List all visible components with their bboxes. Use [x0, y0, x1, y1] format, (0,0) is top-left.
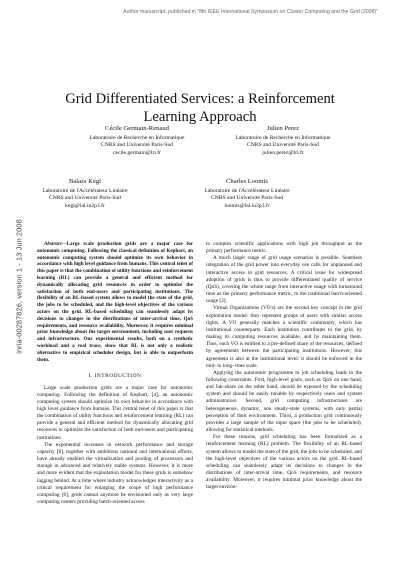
author-block-3	[30, 178, 140, 210]
paragraph: The exponential increases in network performance and storage capacity [8], together with ambitious national and international efforts, have already enabled the virtualization and pooling of processors and storage in advanced and relatively stable systems. However, it is more and more evident that the exploitation model for these grids is somehow lagging behind. At a time where industry acknowledges interactivity as a critical requirement for enlarging the scope of high performance computing [6], grids cannot anymore be envisioned only as very large computing centers providing batch-oriented access	[37, 441, 193, 505]
author-affiliation: Laboratoire de l'Accélérateur Linéaire	[42, 187, 128, 194]
paragraph: Large scale production grids are a major case for autonomic computing. Following the definition of Kephart, [4], an autonomic computing system should optimize its own behavior in accordance with high level guidance from humans. This central tenet of this paper is that the combination of utility functions and reinforcement learning (RL) can provide a general and efficient method for dynamically allocating grid resources to optimize the satisfaction of both end-users and participating institutions.	[37, 384, 193, 441]
author-affiliation: Laboratoire de l'Accélérateur Linéaire	[204, 187, 290, 194]
author-name: Balazs Kégl	[68, 178, 102, 185]
author-affiliation: Laboratoire de Recherche en Informatique	[89, 134, 185, 141]
paragraph: Applying the autonomic programme to job scheduling leads to the following constraints. First, high-level goals, such as QoS on one hand, and fair-share on the other hand, should be exposed by the scheduling system and should be easily tunable by respectively users and system administrators. Second, grid computing infrastructures are heterogeneous, dynamic, non steady-state systems, with only partial perception of their environment. Third, a production grid continuously provides a large sample of the input space (the jobs to be scheduled), allowing for statistical methods.	[206, 369, 362, 434]
paper-title: Grid Differentiated Services: a Reinforcement Learning Approach	[65, 90, 335, 125]
author-affiliation: CNRS and Université Paris-Sud	[211, 195, 283, 202]
author-affiliation: CNRS and Université Paris-Sud	[49, 195, 121, 202]
author-name: Cécile Germain-Renaud	[105, 125, 169, 132]
archive-identifier: inria-00287826, version 1 - 13 Jun 2008	[14, 219, 24, 354]
left-column	[37, 241, 193, 506]
paragraph: Virtual Organizations (VO's) are the second key concept in the grid exploitation model: they represent groups of users with similar access rights. A VO generally matches a scientific community, which has institutional counterparts. Each institution contributes to the grid, by making its computing resources available, and by maintaining them. Thus, each VO is entitled to a pre-defined share of the resources, defined by agreements between the participating institutions. However, this agreement is also at the institutional level: it should be enforced in the mid- to long- time scale.	[206, 305, 362, 369]
author-name: Julien Perez	[266, 125, 300, 132]
author-email: kegl@lal.in2p3.fr	[65, 202, 105, 209]
author-email: loomis@lal.in2p3.fr	[224, 202, 270, 209]
paragraph: A much larger range of grid usage scenarios is possible. Seamless integration of the grid power into everyday use calls for unplanned and interactive access to grid resources. A critical issue for widespread adoption of grids is thus to provide differentiated quality of service (QoS), covering the whole range from interactive usage with turnaround time as the primary performance metric, to the traditional batch-oriented usage [2].	[206, 255, 362, 305]
author-block-4	[192, 178, 302, 210]
author-block-2	[228, 125, 338, 157]
paragraph: to complex scientific applications with high job throughput as the primary performance metric.	[206, 241, 362, 255]
author-email: cecile.germain@lri.fr	[112, 149, 161, 156]
abstract-label: Abstract	[44, 241, 62, 247]
author-affiliation: Laboratoire de Recherche en Informatique	[235, 134, 331, 141]
right-column	[206, 241, 362, 491]
paragraph: For these reasons, grid scheduling has been formalized as a reinforcement learning (RL) problem. The flexibility of an RL-based system allows to model the state of the grid, the jobs to be scheduled, and the high-level objectives of the various actors on the grid. RL-based scheduling can seamlessly adapt its decisions to changes in the distributions of inter-arrival time, QoS requirements, and resource availability. Moreover, it requires minimal prior knowledge about the target environ-	[206, 434, 362, 491]
abstract	[37, 241, 193, 363]
author-affiliation: CNRS and Université Paris-Sud	[101, 142, 173, 149]
author-block-1	[82, 125, 192, 157]
author-name: Charles Loomis	[226, 178, 268, 185]
section-heading: I. INTRODUCTION	[88, 373, 142, 380]
manuscript-header-note: Author manuscript, published in "8th IEEE International Symposium on Cluster Computing and the Grid (2008)"	[123, 9, 378, 15]
author-affiliation: CNRS and Université Paris-Sud	[247, 142, 319, 149]
author-email: julien.perez@lri.fr	[262, 149, 304, 156]
abstract-text: —Large scale production grids are a major case for autonomic computing. Following the classical definition of Kephart, an autonomic computing system should optimize its own behavior in accordance with high level guidance from humans. This central tenet of this paper is that the combination of utility functions and reinforcement learning (RL) can provide a general and efficient method for dynamically allocating grid resources in order to optimize the satisfaction of both end-users and participating institutions. The flexibility of an RL-based system allows to model the state of the grid, the jobs to be scheduled, and the high-level objectives of the various actors on the grid. RL-based scheduling can seamlessly adapt its decisions to changes in the distributions of inter-arrival time, QoS requirements, and resource availability. Moreover, it requires minimal prior knowledge about the target environment, including user requests and infrastructure. Our experimental results, both on a synthetic workload and a real trace, show that RL is not only a realistic alternative to empirical scheduler design, but is able to outperform them.	[37, 241, 193, 363]
